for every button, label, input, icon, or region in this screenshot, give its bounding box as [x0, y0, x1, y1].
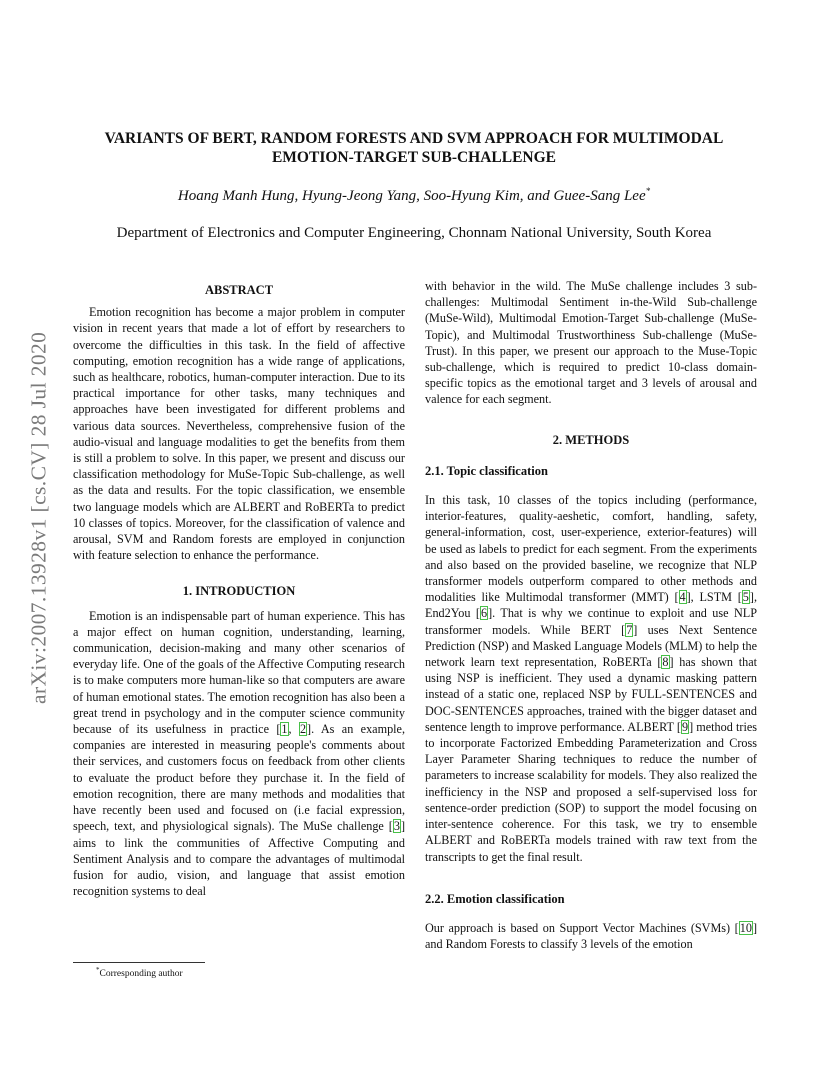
citation-1[interactable]: 1 — [281, 722, 288, 737]
emotion-classification-heading: 2.2. Emotion classification — [425, 891, 565, 906]
footnote-text: Corresponding author — [99, 969, 183, 980]
topic-text-a: In this task, 10 classes of the topics including (performance, interior-features, quality-aeshetic, comfort, handling, safety, general-information, cost, user-experience, exterior-features) will be used as labels to predict for each segment. From the experiments and also based on the provided baseline, we recognize that NLP transformer models outperform compared to other methods and modalities like Multimodal transformer (MMT) [ — [425, 493, 757, 605]
left-column — [73, 282, 405, 899]
title-line-2: EMOTION-TARGET SUB-CHALLENGE — [271, 149, 557, 166]
footnote-divider — [73, 962, 205, 963]
citation-4[interactable]: 4 — [679, 590, 686, 605]
topic-text-b: ], LSTM [ — [686, 590, 742, 605]
right-column — [425, 278, 757, 952]
citation-2[interactable]: 2 — [299, 722, 307, 737]
intro-heading: 1. INTRODUCTION — [182, 584, 296, 599]
citation-8[interactable]: 8 — [662, 655, 669, 670]
intro-text-c: ] aims to link the communities of Affective Computing and Sentiment Analysis and to compare the advantages of multimodal fusion for audio, vision, and language that assist emotion recognition systems to deal — [73, 819, 405, 899]
footnote — [96, 966, 183, 979]
intro-paragraph — [73, 608, 405, 900]
citation-5[interactable]: 5 — [742, 590, 749, 605]
citation-6[interactable]: 6 — [480, 606, 488, 621]
topic-classification-paragraph — [425, 492, 757, 865]
topic-text-f: ] has shown that using NSP is inefficient. They used a dynamic masking pattern instead of a static one, replaced NSP by FULL-SENTENCES and DOC-SENTENCES approaches, trained with the bigger dataset and sentence length to improve performance. ALBERT [ — [425, 655, 758, 734]
abstract-heading: ABSTRACT — [204, 283, 274, 297]
methods-heading: 2. METHODS — [552, 432, 630, 447]
topic-text-c: ], End2You [ — [425, 590, 757, 621]
citation-7[interactable]: 7 — [626, 622, 633, 637]
topic-text-d: ]. That is why we continue to exploit and use NLP transformer models. While BERT [ — [425, 606, 757, 637]
emotion-classification-paragraph — [425, 920, 757, 952]
intro-text-b: ]. As an example, companies are interested in measuring people's comments about their services, and customers focus on feedback from other clients to evaluate the product before they purchase it. In the field of emotion recognition, there are many methods and modalities that have recently been used and focused on (i.e facial expression, speech, text, and physiological signals). The MuSe challenge [ — [73, 722, 406, 834]
emotion-text-a: Our approach is based on Support Vector Machines (SVMs) [ — [425, 920, 739, 935]
paper-title — [0, 129, 828, 167]
arxiv-stamp: arXiv:2007.13928v1 [cs.CV] 28 Jul 2020 — [26, 331, 51, 704]
citation-10[interactable]: 10 — [739, 920, 752, 935]
footnote-mark: * — [96, 966, 100, 974]
emotion-text-b: ] and Random Forests to classify 3 levels of the emotion — [425, 920, 757, 952]
citation-3[interactable]: 3 — [393, 819, 400, 834]
authors-text: Hoang Manh Hung, Hyung-Jeong Yang, Soo-Hyung Kim, and Guee-Sang Lee — [177, 188, 646, 204]
abstract-text: Emotion recognition has become a major problem in computer vision in recent years that made a lot of effort by researchers to overcome the difficulties in this task. In the field of affective computing, emotion recognition has a wide range of applications, such as healthcare, robotics, human-computer interaction. Due to its practical importance for other tasks, many techniques and approaches have been investigated for different problems and various data sources. Nevertheless, comprehensive fusion of the audio-visual and language modalities to get the benefits from them is still a problem to solve. In this paper, we present and discuss our classification methodology for MuSe-Topic Sub-challenge, as well as the data and results. For the topic classification, we ensemble two language models which are ALBERT and RoBERTa to predict 10 classes of topics. Moreover, for the classification of valence and arousal, SVM and Random forests are employed in conjunction with feature selection to enhance the performance. — [73, 305, 406, 563]
author-list — [0, 186, 828, 205]
affiliation: Department of Electronics and Computer Engineering, Chonnam National University, South Korea — [116, 225, 712, 241]
citation-separator: , — [288, 722, 299, 737]
title-line-1: VARIANTS OF BERT, RANDOM FORESTS AND SVM APPROACH FOR MULTIMODAL — [104, 130, 724, 147]
topic-text-g: ] method tries to incorporate Factorized Embedding Parameterization and Cross Layer Parameter Sharing techniques to reduce the number of parameters to increase scalability for models. They also realized the inefficiency in the NSP and proposed a self-supervised loss for sentence-order prediction (SOP) to support the model focusing on inter-sentence coherence. For this task, we try to ensemble ALBERT and RoBERTa models trained with raw text from the transcripts to get the final result. — [425, 719, 757, 864]
intro-continued-text: with behavior in the wild. The MuSe challenge includes 3 sub-challenges: Multimodal Sentiment in-the-Wild Sub-challenge (MuSe-Wild), Multimodal Emotion-Target Sub-challenge (MuSe-Topic), and Multimodal Trustworthiness Sub-challenge (MuSe-Trust). In this paper, we present our approach to the Muse-Topic sub-challenge, which is required to predict 10-class domain-specific topics as the emotional target and 3 levels of arousal and valence for each segment. — [425, 279, 757, 407]
topic-classification-heading: 2.1. Topic classification — [425, 463, 548, 478]
citation-9[interactable]: 9 — [681, 719, 689, 734]
author-footnote-mark: * — [645, 186, 651, 196]
intro-text-a: Emotion is an indispensable part of human experience. This has a major effect on human cognition, understanding, learning, communication, decision-making and many other scenarios of everyday life. One of the goals of the Affective Computing research is to make computers more human-like so that computers are aware of human emotional states. The emotion recognition has also been a great trend in psychology and in the computer science community because of its usefulness in practice [ — [73, 608, 405, 737]
topic-text-e: ] uses Next Sentence Prediction (NSP) and Masked Language Models (MLM) to help the network learn text representation, RoBERTa [ — [425, 622, 757, 670]
